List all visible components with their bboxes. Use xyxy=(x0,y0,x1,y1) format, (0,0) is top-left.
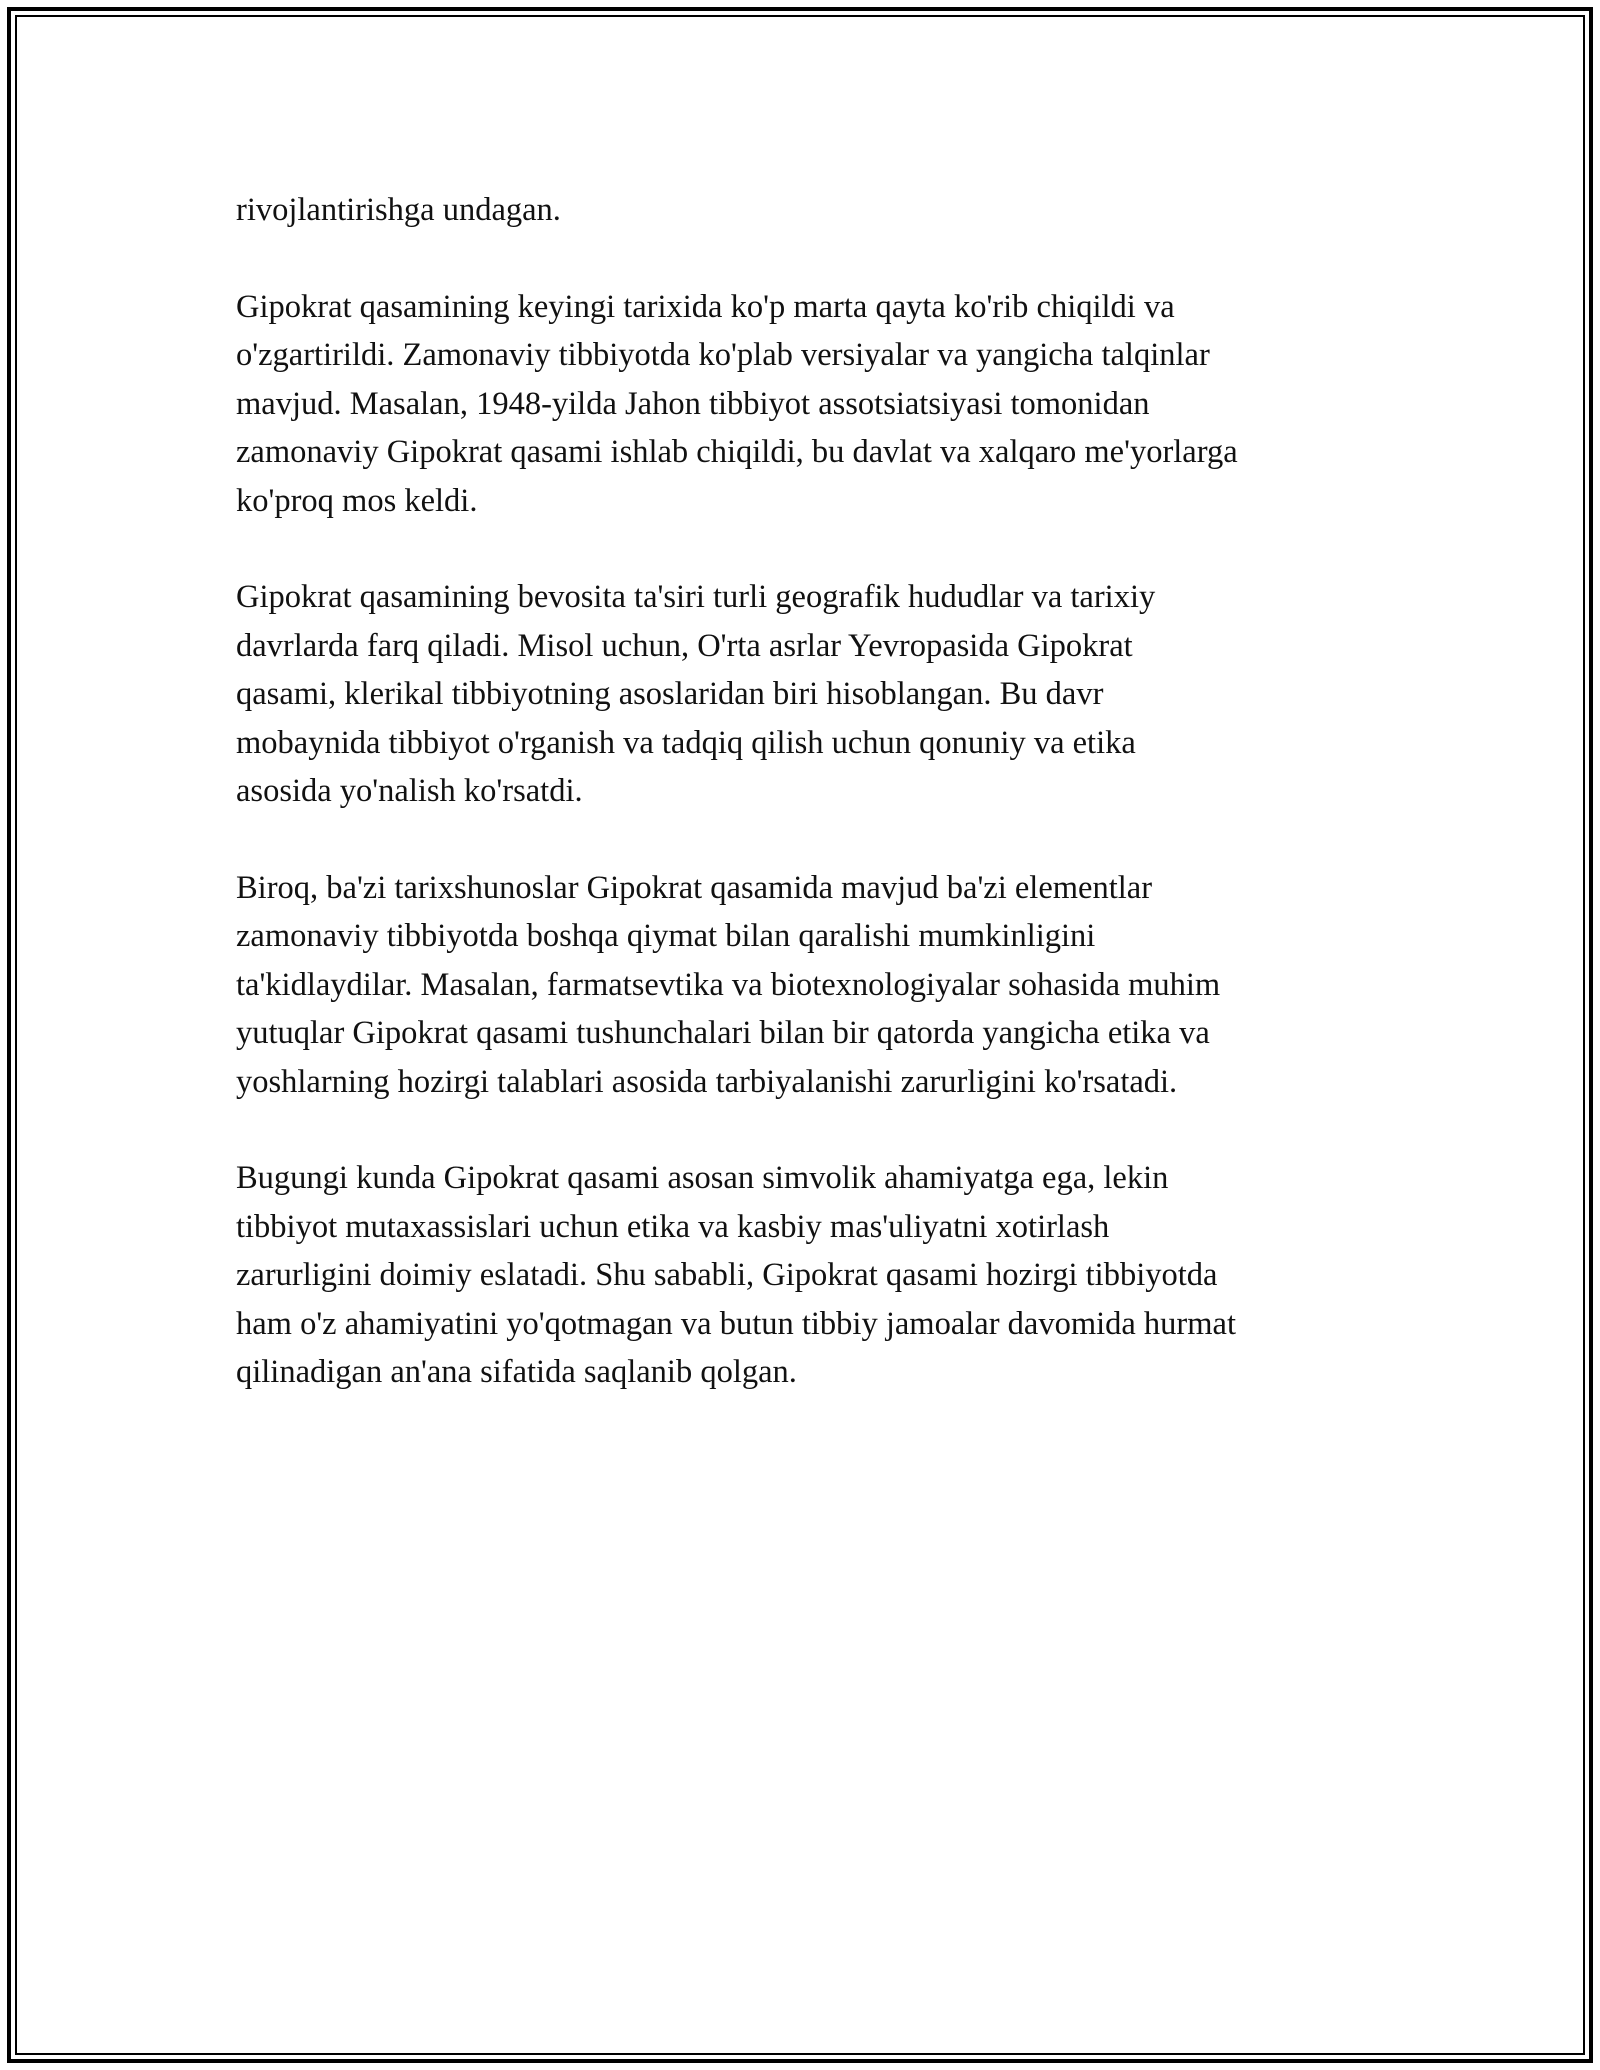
paragraph-4: Biroq, ba'zi tarixshunoslar Gipokrat qasamida mavjud ba'zi elementlar zamonaviy tibbiyotda boshqa qiymat bilan qaralishi mumkinligini ta'kidlaydilar. Masalan, farmatsevtika va biotexnologiyalar sohasida muhim yutuqlar Gipokrat qasami tushunchalari bilan bir qatorda yangicha etika va yoshlarning hozirgi talablari asosida tarbiyalanishi zarurligini ko'rsatadi. xyxy=(236,869,1221,1100)
paragraph-3: Gipokrat qasamining bevosita ta'siri turli geografik hududlar va tarixiy davrlarda farq qiladi. Misol uchun, O'rta asrlar Yevropasida Gipokrat qasami, klerikal tibbiyotning asoslaridan biri hisoblangan. Bu davr mobaynida tibbiyot o'rganish va tadqiq qilish uchun qonuniy va etika asosida yo'nalish ko'rsatdi. xyxy=(236,579,1156,809)
paragraph-5: Bugungi kunda Gipokrat qasami asosan simvolik ahamiyatga ega, lekin tibbiyot mutaxassislari uchun etika va kasbiy mas'uliyatni xotirlash zarurligini doimiy eslatadi. Shu sababli, Gipokrat qasami hozirgi tibbiyotda ham o'z ahamiyatini yo'qotmagan va butun tibbiy jamoalar davomida hurmat qilinadigan an'ana sifatida saqlanib qolgan. xyxy=(236,1160,1236,1390)
document-body xyxy=(236,186,1376,1445)
paragraph-1: rivojlantirishga undagan. xyxy=(236,192,561,228)
paragraph-2: Gipokrat qasamining keyingi tarixida ko'p marta qayta ko'rib chiqildi va o'zgartirildi. Zamonaviy tibbiyotda ko'plab versiyalar va yangicha talqinlar mavjud. Masalan, 1948-yilda Jahon tibbiyot assotsiatsiyasi tomonidan zamonaviy Gipokrat qasami ishlab chiqildi, bu davlat va xalqaro me'yorlarga ko'proq mos keldi. xyxy=(236,288,1238,519)
